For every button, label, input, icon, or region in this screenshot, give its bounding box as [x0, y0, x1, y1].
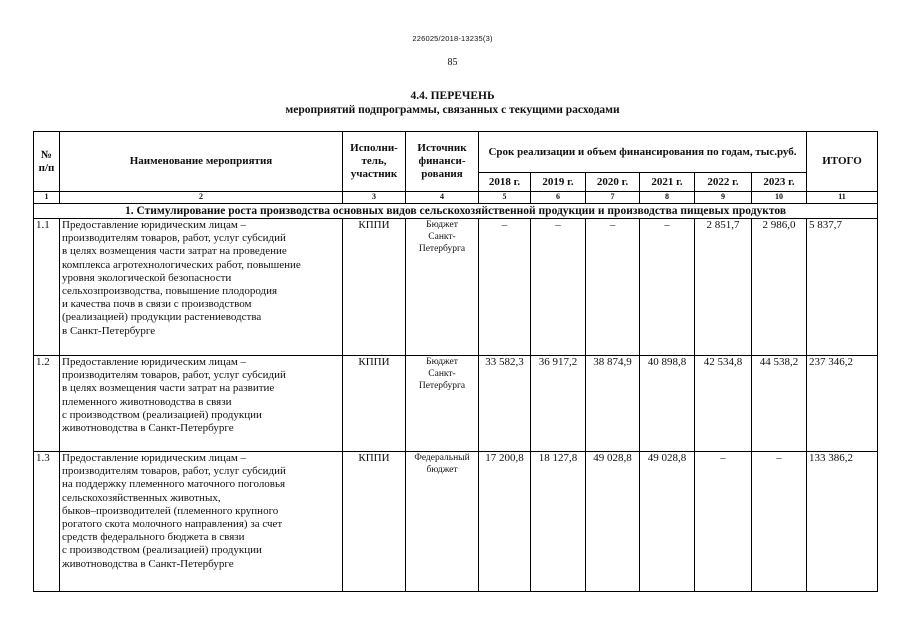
year-value: – — [586, 219, 640, 356]
year-header: 2022 г. — [695, 173, 752, 192]
table-row — [34, 356, 878, 452]
year-value: – — [531, 219, 586, 356]
measure-name-line: рогатого скота молочного направления) за счет — [62, 518, 283, 531]
document-id: 226025/2018-13235(3) — [412, 34, 493, 43]
column-number-row — [34, 192, 878, 204]
column-number: 9 — [695, 192, 752, 204]
measure-name-line: с производством (реализацией) продукции — [62, 544, 262, 557]
row-number: 1.2 — [34, 356, 60, 452]
measure-name-line: с производством (реализацией) продукции — [62, 408, 262, 421]
funding-source-line: Петербурга — [418, 381, 466, 391]
measure-name-line: Предоставление юридическим лицам – — [62, 219, 247, 231]
year-header: 2018 г. — [479, 173, 531, 192]
measure-name-line: животноводства в Санкт-Петербурге — [62, 557, 234, 570]
measure-name-line: сельскохозяйственных животных, — [62, 491, 221, 504]
measure-name-line: средств федерального бюджета в связи — [62, 531, 245, 544]
year-value: 33 582,3 — [479, 356, 531, 452]
measure-name-line: в целях возмещения части затрат на проведение — [62, 245, 287, 258]
year-value: 36 917,2 — [531, 356, 586, 452]
column-number: 1 — [34, 192, 60, 204]
section-row — [34, 204, 878, 219]
year-header: 2023 г. — [752, 173, 807, 192]
column-number: 3 — [343, 192, 406, 204]
column-number: 4 — [406, 192, 479, 204]
funding-source-line: Бюджет — [426, 220, 458, 230]
year-value: – — [695, 452, 752, 592]
year-value: 42 534,8 — [695, 356, 752, 452]
page-title — [0, 89, 905, 117]
column-number: 2 — [60, 192, 343, 204]
column-number: 5 — [479, 192, 531, 204]
row-total: 133 386,2 — [807, 452, 878, 592]
column-number: 6 — [531, 192, 586, 204]
funding-source-line: Санкт- — [428, 369, 456, 379]
header-executor: Исполни-тель, участник — [343, 132, 406, 192]
table-row — [34, 219, 878, 356]
executor: КППИ — [343, 219, 406, 356]
measure-name — [60, 219, 343, 356]
measures-table — [33, 131, 878, 592]
funding-source-line: Бюджет — [426, 357, 458, 367]
year-value: 49 028,8 — [586, 452, 640, 592]
column-number: 7 — [586, 192, 640, 204]
measure-name-line: сельхозпроизводства, повышение плодородия — [62, 285, 278, 298]
funding-source — [406, 356, 479, 452]
funding-source — [406, 452, 479, 592]
header-source: Источник финанси-рования — [406, 132, 479, 192]
measure-name-line: производителям товаров, работ, услуг субсидий — [62, 369, 286, 382]
funding-source-line: бюджет — [426, 465, 458, 475]
measure-name — [60, 356, 343, 452]
year-value: 49 028,8 — [640, 452, 695, 592]
executor: КППИ — [343, 452, 406, 592]
measure-name-line: быков–производителей (племенного крупного — [62, 504, 279, 517]
measure-name-line: уровня экологической безопасности — [62, 271, 232, 284]
measure-name-line: в целях возмещения части затрат на развитие — [62, 382, 275, 395]
funding-source-line: Петербурга — [418, 244, 466, 254]
measure-name-line: комплекса агротехнологических работ, повышение — [62, 258, 301, 271]
measure-name-line: животноводства в Санкт-Петербурге — [62, 422, 234, 435]
measure-name-line: производителям товаров, работ, услуг субсидий — [62, 465, 286, 478]
measure-name-line: на поддержку племенного маточного поголовья — [62, 478, 286, 491]
measure-name — [60, 452, 343, 592]
measure-name-line: производителям товаров, работ, услуг субсидий — [62, 232, 286, 245]
year-value: 18 127,8 — [531, 452, 586, 592]
column-number: 10 — [752, 192, 807, 204]
year-value: – — [479, 219, 531, 356]
measure-name-line: Предоставление юридическим лицам – — [62, 452, 247, 464]
year-header: 2020 г. — [586, 173, 640, 192]
year-value: 17 200,8 — [479, 452, 531, 592]
header-period: Срок реализации и объем финансирования по годам, тыс.руб. — [479, 132, 807, 173]
measure-name-line: племенного животноводства в связи — [62, 395, 232, 408]
measure-name-line: в Санкт-Петербурге — [62, 324, 156, 337]
year-value: 44 538,2 — [752, 356, 807, 452]
row-total: 5 837,7 — [807, 219, 878, 356]
year-value: – — [640, 219, 695, 356]
executor: КППИ — [343, 356, 406, 452]
measure-name-line: и качества почв в связи с производством — [62, 298, 252, 311]
year-value: 40 898,8 — [640, 356, 695, 452]
year-header: 2021 г. — [640, 173, 695, 192]
year-value: – — [752, 452, 807, 592]
title-line-1: 4.4. ПЕРЕЧЕНЬ — [410, 90, 495, 102]
measure-name-line: (реализацией) продукции растениеводства — [62, 311, 262, 324]
year-value: 2 986,0 — [752, 219, 807, 356]
page-number: 85 — [447, 57, 458, 68]
row-total: 237 346,2 — [807, 356, 878, 452]
title-line-2: мероприятий подпрограммы, связанных с текущими расходами — [285, 104, 620, 116]
header-name: Наименование мероприятия — [60, 132, 343, 192]
funding-source-line: Федеральный — [414, 453, 470, 463]
header-num: № п/п — [34, 132, 60, 192]
measure-name-line: Предоставление юридическим лицам – — [62, 356, 247, 368]
column-number: 11 — [807, 192, 878, 204]
year-value: 2 851,7 — [695, 219, 752, 356]
table-row — [34, 452, 878, 592]
header-row — [34, 132, 878, 173]
row-number: 1.1 — [34, 219, 60, 356]
column-number: 8 — [640, 192, 695, 204]
funding-source-line: Санкт- — [428, 232, 456, 242]
row-number: 1.3 — [34, 452, 60, 592]
funding-source — [406, 219, 479, 356]
header-total: ИТОГО — [807, 132, 878, 192]
year-header: 2019 г. — [531, 173, 586, 192]
section-title: 1. Стимулирование роста производства основных видов сельскохозяйственной продукции и производства пищевых продуктов — [34, 204, 878, 219]
year-value: 38 874,9 — [586, 356, 640, 452]
